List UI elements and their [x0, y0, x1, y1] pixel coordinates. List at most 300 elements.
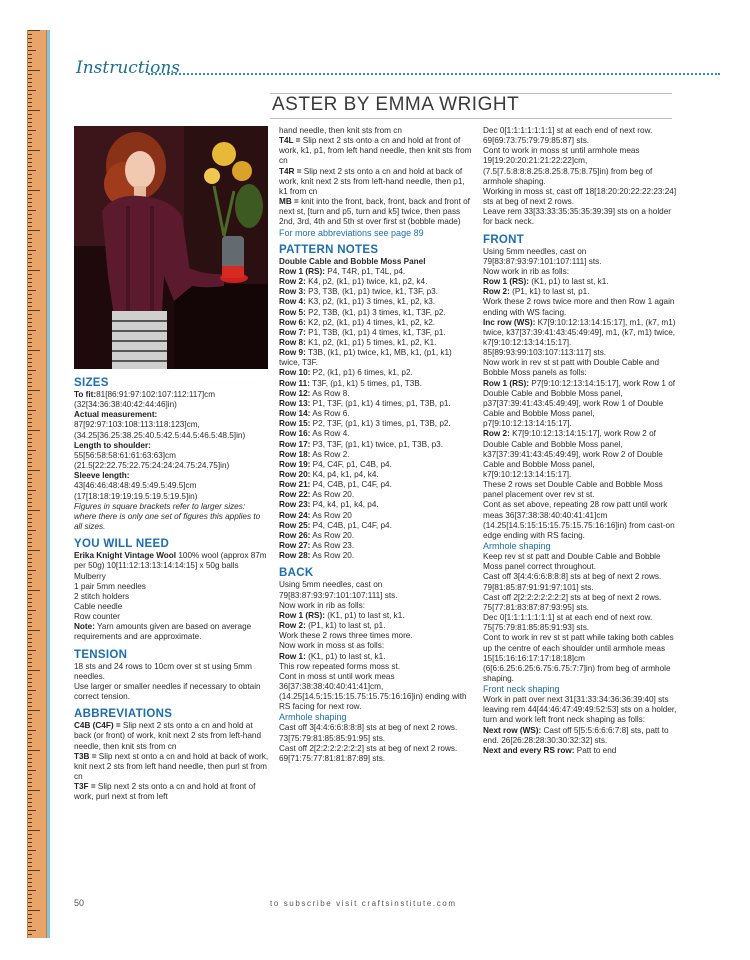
rib-row	[483, 277, 678, 287]
row-label: Length to shoulder:	[74, 440, 151, 450]
ruler-tick	[28, 118, 32, 119]
back-cont-moss: Cont to work in moss st until armhole meas 19[19:20:20:21:21:22:22]cm, (7.5[7.5:8:8:8.25:8.25:8.75:8.75]in) from beg of armhole shaping.	[483, 146, 653, 186]
ruler-tick	[28, 558, 32, 559]
ruler-tick	[28, 550, 40, 551]
ruler-tick	[28, 78, 32, 79]
panel-row	[279, 541, 474, 551]
ruler-tick	[28, 502, 32, 503]
ruler-tick	[28, 634, 32, 635]
ruler-tick	[28, 610, 36, 611]
row-label: Row 3:	[279, 287, 306, 297]
row-text: K7[9:10:12:13:14:15:17], m1, (k7, m1) twice, k37[37:39:41:43:45:49:49], m1, (k7, m1) twice, k7[9:10:12:13:14:15:17]. 85[89:93:99:103:107:113:117] sts.	[483, 317, 676, 358]
title-rule-bottom	[270, 118, 672, 119]
ruler-tick	[28, 238, 32, 239]
yarn-details: 100% wool (approx 87m per 50g) 10[11:12:13:13:14:14:15] x 50g balls Mulberry	[74, 551, 267, 581]
ruler-tick	[28, 842, 32, 843]
panel-row	[279, 338, 474, 348]
ruler-tick	[28, 122, 32, 123]
panel-row	[279, 297, 474, 307]
back-heading: BACK	[279, 567, 314, 580]
header-dotted-rule	[148, 73, 720, 75]
ruler-tick	[28, 470, 40, 471]
row-text: (34.25[36.25:38.25:40.5:42.5:44.5:46.5:48.5]in)	[74, 430, 246, 440]
ruler-tick	[28, 54, 32, 55]
tension-text-2: Use larger or smaller needles if necessary to obtain correct tension.	[74, 681, 261, 702]
ruler-tick	[28, 342, 32, 343]
row-text: As Row 6.	[310, 409, 350, 419]
size-line	[74, 420, 269, 430]
ruler-tick	[28, 290, 36, 291]
row-label: Row 8:	[279, 337, 306, 347]
panel-row	[279, 399, 474, 409]
front-arm-1: Keep rev st st patt and Double Cable and Bobble Moss panel correct throughout.	[483, 552, 661, 572]
ruler-tick	[28, 522, 32, 523]
row-label: Row 1:	[279, 651, 306, 661]
ruler-tick	[28, 386, 32, 387]
size-line	[74, 431, 269, 441]
ruler-tick	[28, 762, 32, 763]
ruler-tick	[28, 362, 32, 363]
row-label: C4B (C4F) =	[74, 721, 121, 731]
ruler-tick	[28, 242, 32, 243]
ruler-tick	[28, 190, 40, 191]
footer-url: to subscribe visit craftsinstitute.com	[270, 899, 457, 908]
ruler-tick	[28, 494, 32, 495]
row-text: Slip next 2 sts onto a cn and hold at front of work, k1, p1, from left hand needle, then knit sts from cn	[279, 136, 472, 166]
ruler-tick	[28, 186, 32, 187]
ruler-tick	[28, 210, 36, 211]
row-label: T4L =	[279, 136, 301, 146]
ruler-tick	[28, 822, 32, 823]
abbreviation	[74, 721, 269, 751]
ruler-tick	[28, 614, 32, 615]
panel-row	[279, 379, 474, 389]
ruler-tick	[28, 478, 32, 479]
row-text: K3, p2, (k1, p1) 3 times, k1, p2, k3.	[305, 297, 436, 307]
ruler-tick	[28, 302, 32, 303]
ruler-tick	[28, 714, 32, 715]
ruler-tick	[28, 750, 40, 751]
ruler-tick	[28, 142, 32, 143]
ruler-tick	[28, 194, 32, 195]
back-moss-row	[279, 652, 474, 662]
panel-row	[279, 450, 474, 460]
need-item: 2 stitch holders	[74, 591, 130, 601]
ruler-tick	[28, 430, 40, 431]
need-item: 1 pair 5mm needles	[74, 581, 146, 591]
yarn-note	[74, 622, 269, 642]
ruler-tick	[28, 650, 36, 651]
abbreviations-list	[74, 721, 269, 802]
row-text: knit into the front, back, front, back and front of next st, [turn and p5, turn and k5] twice, then pass 2nd, 3rd, 4th and 5th st over first st (bobble made)	[279, 197, 470, 227]
row-text: As Row 20.	[310, 490, 355, 500]
ruler-tick	[28, 422, 32, 423]
row-text: Slip next st onto a cn and hold at back of work, knit next 2 sts from left hand needle, then purl st from cn	[74, 751, 269, 781]
ruler-tick	[28, 586, 32, 587]
row-label: Row 2:	[483, 429, 510, 439]
ruler-tick	[28, 174, 32, 175]
ruler-tick	[28, 926, 32, 927]
row-label: Next and every RS row:	[483, 745, 575, 755]
row-label: Row 5:	[279, 307, 306, 317]
row-text: Slip next 2 sts onto a cn and hold at back of work, knit next 2 sts from left-hand needle, then p1, k1 from cn	[279, 166, 465, 196]
ruler-tick	[28, 918, 32, 919]
ruler-tick	[28, 254, 32, 255]
row-text: K4, p2, (k1, p1) twice, k1, p2, k4.	[305, 277, 428, 287]
ruler-tick	[28, 582, 32, 583]
row-label: Row 2:	[279, 621, 306, 631]
ruler-tick	[28, 394, 32, 395]
row-label: Row 2:	[279, 277, 306, 287]
more-abbreviations-link[interactable]: For more abbreviations see page 89	[279, 227, 424, 238]
row-label: Row 15:	[279, 419, 311, 429]
ruler-tick	[28, 298, 32, 299]
ruler-tick	[28, 258, 32, 259]
ruler-tick	[28, 790, 40, 791]
ruler-tick	[28, 798, 32, 799]
ruler-tick	[28, 778, 32, 779]
panel-row	[279, 368, 474, 378]
ruler-tick	[28, 846, 32, 847]
row-text: P2, T3B, (k1, p1) 3 times, k1, T3F, p2.	[305, 307, 446, 317]
ruler-tick	[28, 42, 32, 43]
ruler-tick	[28, 86, 32, 87]
ruler-tick	[28, 270, 40, 271]
back-moss-forms: This row repeated forms moss st.	[279, 661, 401, 671]
row-text: P1, T3F, (p1, k1) 4 times, p1, T3B, p1.	[310, 398, 451, 408]
panel-row	[279, 409, 474, 419]
row-label: Row 1 (RS):	[483, 277, 529, 287]
ruler-tick	[28, 730, 36, 731]
ruler-tick	[28, 82, 32, 83]
row-label: T4R =	[279, 166, 302, 176]
ruler-tick	[28, 266, 32, 267]
ruler-tick	[28, 102, 32, 103]
row-text: P4, C4B, p1, C4F, p4.	[310, 480, 392, 490]
ruler-tick	[28, 150, 40, 151]
ruler-tick	[28, 914, 32, 915]
ruler-tick	[28, 930, 36, 931]
ruler-tick	[28, 638, 32, 639]
ruler-tick	[28, 226, 32, 227]
panel-row	[279, 267, 474, 277]
tape-edge	[47, 30, 50, 938]
ruler-tick	[28, 514, 32, 515]
ruler-tick	[28, 690, 36, 691]
ruler-tick	[28, 770, 36, 771]
panel-row	[279, 277, 474, 287]
row-label: Inc row (WS):	[483, 317, 536, 327]
ruler-tick	[28, 310, 40, 311]
ruler-tick	[28, 486, 32, 487]
ruler-tick	[28, 754, 32, 755]
row-text: As Row 23.	[310, 541, 355, 551]
ruler-tick	[28, 726, 32, 727]
row-text: Cast off 5[5:5:6:6:6:7:8] sts, patt to end. 26[26:28:28:30:30:32:32] sts.	[483, 725, 669, 745]
ruler-tick	[28, 834, 32, 835]
ruler-tick	[28, 802, 32, 803]
panel-row	[279, 531, 474, 541]
ruler-tick	[28, 898, 32, 899]
abbreviations-heading: ABBREVIATIONS	[74, 708, 173, 721]
ruler-tick	[28, 830, 40, 831]
ruler-tick	[28, 326, 32, 327]
ruler-tick	[28, 158, 32, 159]
ruler-tick	[28, 322, 32, 323]
panel-row	[279, 500, 474, 510]
ruler-tick	[28, 202, 32, 203]
ruler-tick	[28, 346, 32, 347]
ruler-tick	[28, 826, 32, 827]
tension-text: 18 sts and 24 rows to 10cm over st st using 5mm needles.	[74, 661, 252, 681]
row-text: P2, T3F, (p1, k1) 3 times, p1, T3B, p2.	[310, 419, 451, 429]
neck-rs-row	[483, 746, 678, 756]
panel-row	[279, 440, 474, 450]
ruler-tick	[28, 630, 40, 631]
neck-next-row	[483, 726, 678, 746]
ruler-tick	[28, 454, 32, 455]
ruler-tick	[28, 530, 36, 531]
ruler-tick	[28, 34, 32, 35]
ruler-tick	[28, 810, 36, 811]
ruler-tick	[28, 318, 32, 319]
tension-heading: TENSION	[74, 648, 128, 661]
ruler-tick	[28, 246, 32, 247]
ruler-tick	[28, 30, 40, 31]
back-moss-intro: Now work in moss st as folls:	[279, 641, 385, 651]
row-label: Row 1 (RS):	[279, 266, 325, 276]
ruler-tick	[28, 766, 32, 767]
row-text: (K1, p1) to last st, k1.	[528, 277, 609, 287]
ruler-tick	[28, 670, 40, 671]
ruler-tick	[28, 906, 32, 907]
front-set: These 2 rows set Double Cable and Bobble Moss panel placement over rev st st.	[483, 480, 663, 500]
ruler-tick	[28, 866, 32, 867]
row-label: Row 11:	[279, 378, 310, 388]
ruler-tick	[28, 466, 32, 467]
sizes-note: Figures in square brackets refer to larger sizes: where there is only one set of figures this applies to all sizes.	[74, 501, 261, 532]
row-text: K1, p2, (k1, p1) 5 times, k1, p2, K1.	[305, 337, 437, 347]
sizes-heading: SIZES	[74, 377, 109, 389]
ruler-tick	[28, 506, 32, 507]
ruler-tick	[28, 206, 32, 207]
row-label: Row 16:	[279, 429, 311, 439]
front-patt-intro: Now work in rev st st patt with Double Cable and Bobble Moss panels as folls:	[483, 358, 660, 378]
ruler-tick	[28, 758, 32, 759]
row-text: As Row 8.	[310, 388, 350, 398]
row-label: Row 23:	[279, 500, 311, 510]
size-line	[74, 410, 269, 420]
front-cont: Cont as set above, repeating 28 row patt until work meas 36[37:38:38:40:40:41:41]cm (14.25[14.5:15:15:15.75:15.75:16:16]in) from cast-on edge ending with RS facing.	[483, 500, 675, 540]
sizes-list	[74, 390, 269, 502]
ruler-tick	[28, 718, 32, 719]
ruler-tick	[28, 74, 32, 75]
ruler-tick	[28, 934, 32, 935]
row-label: MB =	[279, 197, 299, 207]
panel-row	[279, 429, 474, 439]
ruler-tick	[28, 314, 32, 315]
need-item: Row counter	[74, 612, 120, 622]
back-dec: Dec 0[1:1:1:1:1:1:1] st at each end of next row. 69[69:73:75:79:79:85:87] sts.	[483, 126, 653, 146]
ruler-tick	[28, 50, 36, 51]
ruler-tick	[28, 818, 32, 819]
ruler-tick	[28, 858, 32, 859]
pattern-notes-heading: PATTERN NOTES	[279, 243, 379, 256]
row-text: (K1, p1) to last st, k1.	[305, 651, 386, 661]
need-items	[74, 582, 269, 623]
panel-row	[279, 287, 474, 297]
row-label: Actual measurement:	[74, 410, 158, 420]
size-line	[74, 471, 269, 481]
ruler-tick	[28, 358, 32, 359]
abbreviation	[279, 197, 474, 227]
ruler-tick	[28, 482, 32, 483]
row-text: Patt to end	[574, 745, 617, 755]
front-heading: FRONT	[483, 233, 525, 246]
section-title: Instructions	[76, 58, 180, 78]
row-label: T3F =	[74, 782, 96, 792]
ruler-tick	[28, 354, 32, 355]
ruler-tick	[28, 626, 32, 627]
row-label: Row 25:	[279, 520, 311, 530]
size-line	[74, 451, 269, 461]
ruler-tick	[28, 198, 32, 199]
row-text: P2, (k1, p1) 6 times, k1, p2.	[310, 368, 413, 378]
row-text: P3, T3F, (p1, k1) twice, p1, T3B, p3.	[310, 439, 443, 449]
inc-row	[483, 318, 678, 359]
abbreviation	[74, 752, 269, 782]
panel-row	[279, 389, 474, 399]
size-line	[74, 390, 269, 400]
ruler-tick	[28, 526, 32, 527]
ruler-tick	[28, 106, 32, 107]
front-rib-intro: Now work in rib as folls:	[483, 266, 569, 276]
ruler-tick	[28, 90, 36, 91]
ruler-tick	[28, 218, 32, 219]
ruler-tick	[28, 278, 32, 279]
row-text: K2, p2, (k1, p1) 4 times, k1, p2, k2.	[305, 317, 436, 327]
ruler-tick	[28, 182, 32, 183]
ruler-tick	[28, 654, 32, 655]
model-photo	[74, 126, 268, 369]
row-label: Row 17:	[279, 439, 311, 449]
row-text: P4, k4, p1, k4, p4.	[310, 500, 379, 510]
ruler-tick	[28, 274, 32, 275]
ruler-tick	[28, 426, 32, 427]
ruler-tick	[28, 390, 40, 391]
back-rib-intro: Now work in rib as folls:	[279, 600, 365, 610]
ruler-tick	[28, 282, 32, 283]
ruler-tick	[28, 114, 32, 115]
front-arm-5: Cont to work in rev st st patt while taking both cables up the centre of each shoulder until armhole meas 15[15:16:16:17:17:18:18]cm (6[6:6.25:6.25:6.75:6.75:7:7]in) from beg of armhole shaping.	[483, 633, 674, 683]
rib-row	[483, 287, 678, 297]
size-line	[74, 441, 269, 451]
ruler-tick	[28, 338, 32, 339]
row-text: As Row 20	[310, 510, 352, 520]
ruler-tick	[28, 786, 32, 787]
row-text: P4, T4R, p1, T4L, p4.	[324, 266, 406, 276]
row-text: As Row 20.	[310, 530, 355, 540]
row-label: Row 18:	[279, 449, 311, 459]
ruler-tick	[28, 598, 32, 599]
ruler-tick	[28, 490, 36, 491]
ruler-tick	[28, 462, 32, 463]
ruler-tick	[28, 178, 32, 179]
ruler-tick	[28, 398, 32, 399]
ruler-tick	[28, 774, 32, 775]
yarn-name: Erika Knight Vintage Wool	[74, 551, 177, 561]
ruler-tick	[28, 402, 32, 403]
ruler-tick	[28, 734, 32, 735]
abbreviation	[74, 782, 269, 802]
row-text: 81[86:91:97:102:107:112:117]cm	[96, 390, 216, 399]
row-text: P1, T3B, (k1, p1) 4 times, k1, T3F, p1.	[305, 327, 446, 337]
ruler-tick	[28, 370, 36, 371]
ruler-tick	[28, 154, 32, 155]
panel-row	[279, 490, 474, 500]
ruler-tick	[28, 350, 40, 351]
row-label: Row 14:	[279, 409, 311, 419]
column-middle	[279, 126, 474, 764]
ruler-tick	[28, 474, 32, 475]
ruler-tick	[28, 590, 40, 591]
ruler-tick	[28, 534, 32, 535]
ruler-tick	[28, 546, 32, 547]
back-cast-on: Using 5mm needles, cast on 79[83:87:93:97:101:107:111] sts.	[279, 580, 398, 600]
ruler-tick	[28, 882, 32, 883]
panel-row	[279, 419, 474, 429]
ruler-tick	[28, 674, 32, 675]
row-text: K4, p4, k1, p4, k4.	[310, 470, 379, 479]
panel-row	[279, 348, 474, 368]
ruler-tick	[28, 922, 32, 923]
ruler-tick	[28, 126, 32, 127]
abbr-continued: hand needle, then knit sts from cn	[279, 126, 402, 135]
ruler-tick	[28, 410, 36, 411]
column-right	[483, 126, 678, 756]
panel-row	[279, 328, 474, 338]
ruler-tick	[28, 38, 32, 39]
panel-row	[279, 308, 474, 318]
row-label: Row 28:	[279, 551, 311, 561]
row-label: Row 24:	[279, 510, 311, 520]
panel-row	[279, 480, 474, 490]
back-leave: Leave rem 33[33:33:35:35:35:39:39] sts on a holder for back neck.	[483, 207, 671, 227]
neck-heading: Front neck shaping	[483, 684, 560, 695]
ruler-tick	[28, 294, 32, 295]
page-number: 50	[74, 898, 85, 908]
ruler-tick	[28, 902, 32, 903]
size-line	[74, 400, 269, 410]
back-repeat: Work these 2 rows three times more.	[279, 631, 413, 641]
row-text: (21.5[22:22.75:22.75:24:24:24.75:24.75]in)	[74, 461, 230, 471]
ruler-tick	[28, 458, 32, 459]
ruler-tick	[28, 606, 32, 607]
ruler-tick	[28, 574, 32, 575]
front-cast-on: Using 5mm needles, cast on 79[83:87:93:97:101:107:111] sts.	[483, 246, 602, 266]
ruler-tick	[28, 446, 32, 447]
ruler-tick	[28, 698, 32, 699]
panel-row	[279, 511, 474, 521]
yarn-spec	[74, 551, 269, 581]
row-text: K7[9:10:12:13:14:15:17], work Row 2 of Double Cable and Bobble Moss panel, k37[37:39:41:43:45:49:49], work Row 2 of Double Cable and Bobble Moss panel, k7[9:10:12:13:14:15:17].	[483, 429, 663, 479]
ruler-tick	[28, 658, 32, 659]
ruler-tick	[28, 814, 32, 815]
ruler-tick	[28, 782, 32, 783]
row-text: (17[18:18:19:19:19.5:19.5:19.5]in)	[74, 491, 198, 501]
column-left	[74, 376, 269, 802]
armhole-1: Cast off 3[4:4:6:6:8:8:8] sts at beg of next 2 rows. 73[75:79:81:85:85:91:95] sts.	[279, 723, 458, 743]
